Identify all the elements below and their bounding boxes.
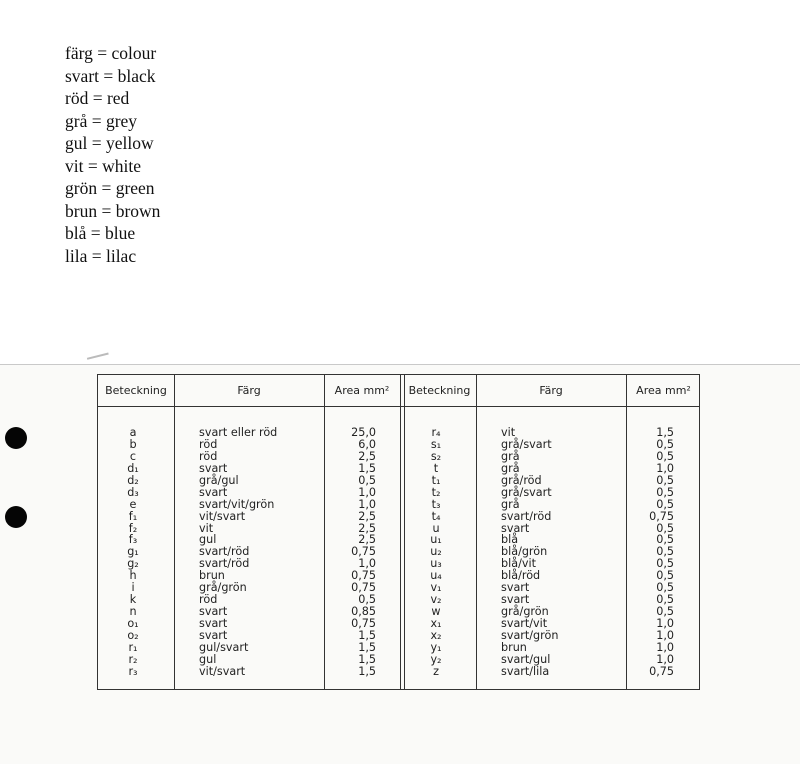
colour-cell: röd bbox=[199, 593, 218, 607]
left-area-column bbox=[334, 427, 376, 678]
designation-cell: h bbox=[129, 569, 137, 583]
colour-cell: brun bbox=[501, 640, 527, 654]
designation-cell: t₁ bbox=[431, 473, 441, 487]
colour-cell: gul bbox=[199, 652, 217, 666]
designation-cell: u₂ bbox=[430, 545, 442, 559]
designation-cell: c bbox=[129, 449, 137, 463]
area-cell: 2,5 bbox=[358, 521, 376, 535]
colour-cell: blå/grön bbox=[501, 545, 548, 559]
designation-cell: d₃ bbox=[127, 485, 139, 499]
area-cell: 1,5 bbox=[358, 461, 376, 475]
area-cell: 1,0 bbox=[656, 640, 674, 654]
area-cell: 0,5 bbox=[656, 437, 674, 451]
colour-cell: grå/svart bbox=[501, 485, 552, 499]
area-cell: 0,75 bbox=[351, 581, 376, 595]
colour-cell: svart/vit bbox=[501, 617, 548, 630]
area-cell: 0,5 bbox=[656, 593, 674, 607]
designation-cell: r₁ bbox=[128, 640, 138, 654]
designation-cell: x₂ bbox=[430, 628, 442, 642]
legend-line: grå = grey bbox=[65, 110, 138, 131]
designation-cell: k bbox=[129, 593, 137, 607]
header-colour-left: Färg bbox=[237, 384, 261, 397]
column-divider bbox=[174, 375, 175, 689]
header-designation-left: Beteckning bbox=[105, 384, 167, 397]
colour-cell: svart bbox=[199, 605, 228, 619]
header-divider bbox=[98, 406, 699, 407]
header-designation-right: Beteckning bbox=[408, 384, 471, 397]
colour-cell: grå bbox=[501, 449, 520, 463]
legend-line: blå = blue bbox=[65, 223, 136, 243]
colour-cell: gul/svart bbox=[199, 640, 249, 654]
area-cell: 0,5 bbox=[656, 545, 674, 559]
area-cell: 0,75 bbox=[351, 569, 376, 583]
area-cell: 25,0 bbox=[351, 426, 376, 439]
colour-cell: svart/vit/grön bbox=[199, 497, 275, 511]
designation-cell: u₁ bbox=[430, 533, 442, 547]
area-cell: 1,0 bbox=[656, 628, 674, 642]
left-colour-column bbox=[199, 427, 319, 678]
colour-cell: svart bbox=[199, 485, 228, 499]
designation-cell: i bbox=[131, 581, 135, 595]
area-cell: 0,75 bbox=[351, 617, 376, 630]
colour-cell: blå/vit bbox=[501, 557, 536, 571]
designation-cell: f₁ bbox=[128, 509, 138, 523]
designation-cell: t₂ bbox=[431, 485, 441, 499]
designation-cell: u bbox=[432, 521, 440, 535]
designation-cell: a bbox=[129, 426, 137, 439]
legend-line: färg = colour bbox=[65, 43, 157, 63]
designation-cell: o₁ bbox=[127, 617, 139, 630]
column-divider bbox=[476, 375, 477, 689]
header-area-left: Area mm² bbox=[334, 384, 390, 397]
designation-cell: y₁ bbox=[430, 640, 442, 654]
designation-cell: t bbox=[433, 461, 439, 475]
legend-line: vit = white bbox=[65, 155, 141, 176]
area-cell: 2,5 bbox=[358, 449, 376, 463]
colour-cell: svart bbox=[501, 593, 530, 607]
legend-line: svart = black bbox=[65, 65, 156, 86]
area-cell: 1,5 bbox=[358, 664, 376, 678]
area-cell: 1,0 bbox=[656, 617, 674, 630]
area-cell: 1,5 bbox=[358, 640, 376, 654]
colour-cell: vit/svart bbox=[199, 664, 246, 678]
area-cell: 6,0 bbox=[358, 437, 376, 451]
area-cell: 1,5 bbox=[358, 652, 376, 666]
area-cell: 0,75 bbox=[649, 664, 674, 678]
designation-cell: n bbox=[129, 605, 137, 619]
legend-line: röd = red bbox=[65, 88, 130, 108]
area-cell: 0,5 bbox=[656, 473, 674, 487]
designation-cell: o₂ bbox=[127, 628, 139, 642]
area-cell: 0,5 bbox=[656, 521, 674, 535]
area-cell: 1,0 bbox=[656, 461, 674, 475]
area-cell: 0,5 bbox=[656, 581, 674, 595]
designation-cell: r₄ bbox=[431, 426, 441, 439]
column-divider bbox=[626, 375, 627, 689]
area-cell: 1,0 bbox=[358, 497, 376, 511]
area-cell: 0,5 bbox=[656, 449, 674, 463]
designation-cell: v₁ bbox=[430, 581, 442, 595]
area-cell: 0,75 bbox=[351, 545, 376, 559]
punch-hole bbox=[5, 427, 27, 449]
colour-cell: gul bbox=[199, 533, 217, 547]
right-colour-column bbox=[501, 427, 621, 678]
colour-cell: grå bbox=[501, 461, 520, 475]
designation-cell: u₄ bbox=[430, 569, 442, 583]
colour-cell: vit bbox=[199, 521, 214, 535]
designation-cell: s₂ bbox=[430, 449, 442, 463]
column-divider-double bbox=[400, 375, 405, 689]
colour-cell: svart bbox=[199, 461, 228, 475]
colour-cell: vit bbox=[501, 426, 516, 439]
area-cell: 0,5 bbox=[656, 605, 674, 619]
designation-cell: t₃ bbox=[431, 497, 441, 511]
colour-cell: blå bbox=[501, 533, 519, 547]
colour-cell: vit/svart bbox=[199, 509, 246, 523]
colour-cell: svart bbox=[199, 617, 228, 630]
legend-line: brun = brown bbox=[65, 200, 161, 221]
right-designation-column bbox=[421, 427, 451, 678]
colour-cell: röd bbox=[199, 449, 218, 463]
designation-cell: v₂ bbox=[430, 593, 442, 607]
designation-cell: g₁ bbox=[127, 545, 139, 559]
area-cell: 2,5 bbox=[358, 533, 376, 547]
area-cell: 0,85 bbox=[351, 605, 376, 619]
designation-cell: e bbox=[129, 497, 137, 511]
area-cell: 0,5 bbox=[656, 557, 674, 571]
designation-cell: r₂ bbox=[128, 652, 138, 666]
legend-line: lila = lilac bbox=[65, 245, 137, 266]
left-designation-column bbox=[118, 427, 148, 678]
colour-cell: svart/gul bbox=[501, 652, 551, 666]
colour-cell: svart/röd bbox=[501, 509, 552, 523]
designation-cell: t₄ bbox=[431, 509, 441, 523]
designation-cell: f₃ bbox=[128, 533, 138, 547]
designation-cell: r₃ bbox=[128, 664, 138, 678]
colour-cell: grå/grön bbox=[501, 605, 549, 619]
designation-cell: s₁ bbox=[430, 437, 442, 451]
colour-cell: grå/grön bbox=[199, 581, 247, 595]
designation-cell: g₂ bbox=[127, 557, 139, 571]
colour-cell: svart/röd bbox=[199, 545, 250, 559]
designation-cell: d₂ bbox=[127, 473, 139, 487]
area-cell: 2,5 bbox=[358, 509, 376, 523]
colour-cell: svart bbox=[501, 581, 530, 595]
area-cell: 0,5 bbox=[358, 473, 376, 487]
area-cell: 0,5 bbox=[358, 593, 376, 607]
colour-cell: blå/röd bbox=[501, 569, 541, 583]
designation-cell: d₁ bbox=[127, 461, 139, 475]
colour-cell: röd bbox=[199, 437, 218, 451]
designation-cell: z bbox=[433, 664, 439, 678]
colour-cell: svart bbox=[199, 628, 228, 642]
area-cell: 1,0 bbox=[656, 652, 674, 666]
designation-cell: w bbox=[431, 605, 441, 619]
colour-cell: grå/svart bbox=[501, 437, 552, 451]
designation-cell: y₂ bbox=[430, 652, 442, 666]
colour-cell: grå/röd bbox=[501, 473, 542, 487]
colour-cell: svart/röd bbox=[199, 557, 250, 571]
column-divider bbox=[324, 375, 325, 689]
wire-designation-table bbox=[97, 374, 700, 690]
area-cell: 1,5 bbox=[656, 426, 674, 439]
area-cell: 0,75 bbox=[649, 509, 674, 523]
area-cell: 0,5 bbox=[656, 497, 674, 511]
area-cell: 0,5 bbox=[656, 569, 674, 583]
designation-cell: x₁ bbox=[430, 617, 442, 630]
area-cell: 0,5 bbox=[656, 485, 674, 499]
legend-line: grön = green bbox=[65, 178, 155, 198]
right-area-column bbox=[630, 427, 674, 678]
colour-cell: grå bbox=[501, 497, 520, 511]
area-cell: 1,0 bbox=[358, 557, 376, 571]
punch-hole bbox=[5, 506, 27, 528]
colour-cell: brun bbox=[199, 569, 225, 583]
colour-legend bbox=[65, 42, 160, 267]
header-colour-right: Färg bbox=[539, 384, 563, 397]
designation-cell: u₃ bbox=[430, 557, 442, 571]
legend-line: gul = yellow bbox=[65, 133, 154, 153]
colour-cell: svart/lila bbox=[501, 664, 550, 678]
designation-cell: f₂ bbox=[128, 521, 138, 535]
colour-cell: svart eller röd bbox=[199, 426, 278, 439]
header-area-right: Area mm² bbox=[636, 384, 691, 397]
colour-cell: svart/grön bbox=[501, 628, 559, 642]
colour-cell: grå/gul bbox=[199, 473, 239, 487]
designation-cell: b bbox=[129, 437, 137, 451]
area-cell: 1,5 bbox=[358, 628, 376, 642]
colour-cell: svart bbox=[501, 521, 530, 535]
area-cell: 0,5 bbox=[656, 533, 674, 547]
area-cell: 1,0 bbox=[358, 485, 376, 499]
